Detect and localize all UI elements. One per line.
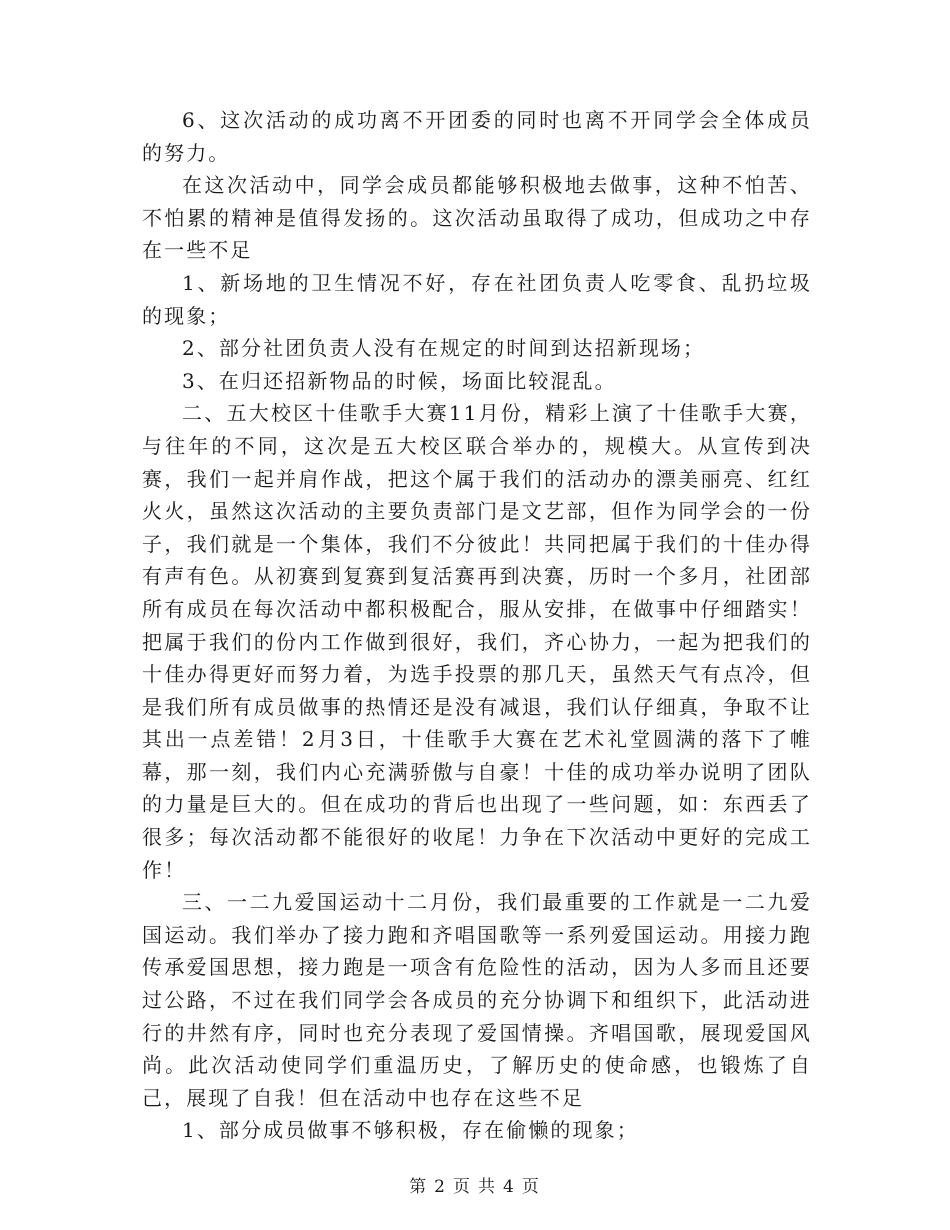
total-unit: 页 — [521, 1177, 541, 1197]
total-page-count: 4 — [503, 1177, 516, 1197]
paragraph-8: 1、部分成员做事不够积极，存在偷懒的现象； — [182, 1118, 639, 1143]
document-body — [142, 104, 812, 1147]
paragraph-6: 二、五大校区十佳歌手大赛11月份，精彩上演了十佳歌手大赛，与往年的不同，这次是五大校区联合举办的，规模大。从宣传到决赛，我们一起并肩作战，把这个属于我们的活动办的漂美丽亮、红红火火，虽然这次活动的主要负责部门是文艺部，但作为同学会的一份子，我们就是一个集体，我们不分彼此！共同把属于我们的十佳办得有声有色。从初赛到复赛到复活赛再到决赛，历时一个多月，社团部所有成员在每次活动中都积极配合，服从安排，在做事中仔细踏实！把属于我们的份内工作做到很好，我们，齐心协力，一起为把我们的十佳办得更好而努力着，为选手投票的那几天，虽然天气有点冷，但是我们所有成员做事的热情还是没有减退，我们认仔细真，争取不让其出一点差错！2月3日，十佳歌手大赛在艺术礼堂圆满的落下了帷幕，那一刻，我们内心充满骄傲与自豪！十佳的成功举办说明了团队的力量是巨大的。但在成功的背后也出现了一些问题，如：东西丢了很多；每次活动都不能很好的收尾！力争在下次活动中更好的完成工作！ — [142, 401, 812, 882]
paragraph-2: 在这次活动中，同学会成员都能够积极地去做事，这种不怕苦、不怕累的精神是值得发扬的。这次活动虽取得了成功，但成功之中存在一些不足 — [142, 173, 812, 263]
total-prefix: 共 — [478, 1177, 497, 1197]
paragraph-5: 3、在归还招新物品的时候，场面比较混乱。 — [182, 368, 617, 393]
paragraph-1: 6、这次活动的成功离不开团委的同时也离不开同学会全体成员的努力。 — [142, 108, 812, 165]
page-prefix: 第 — [409, 1177, 429, 1197]
page-footer — [0, 1172, 950, 1197]
paragraph-4: 2、部分社团负责人没有在规定的时间到达招新现场； — [182, 336, 706, 361]
page-unit: 页 — [453, 1177, 472, 1197]
paragraph-7: 三、一二九爱国运动十二月份，我们最重要的工作就是一二九爱国运动。我们举办了接力跑和齐唱国歌等一系列爱国运动。用接力跑传承爱国思想，接力跑是一项含有危险性的活动，因为人多而且还要过公路，不过在我们同学会各成员的充分协调下和组织下，此活动进行的井然有序，同时也充分表现了爱国情操。齐唱国歌，展现爱国风尚。此次活动使同学们重温历史，了解历史的使命感，也锻炼了自己，展现了自我！但在活动中也存在这些不足 — [142, 890, 812, 1110]
current-page-number: 2 — [434, 1177, 447, 1197]
paragraph-3: 1、新场地的卫生情况不好，存在社团负责人吃零食、乱扔垃圾的现象； — [142, 270, 812, 328]
